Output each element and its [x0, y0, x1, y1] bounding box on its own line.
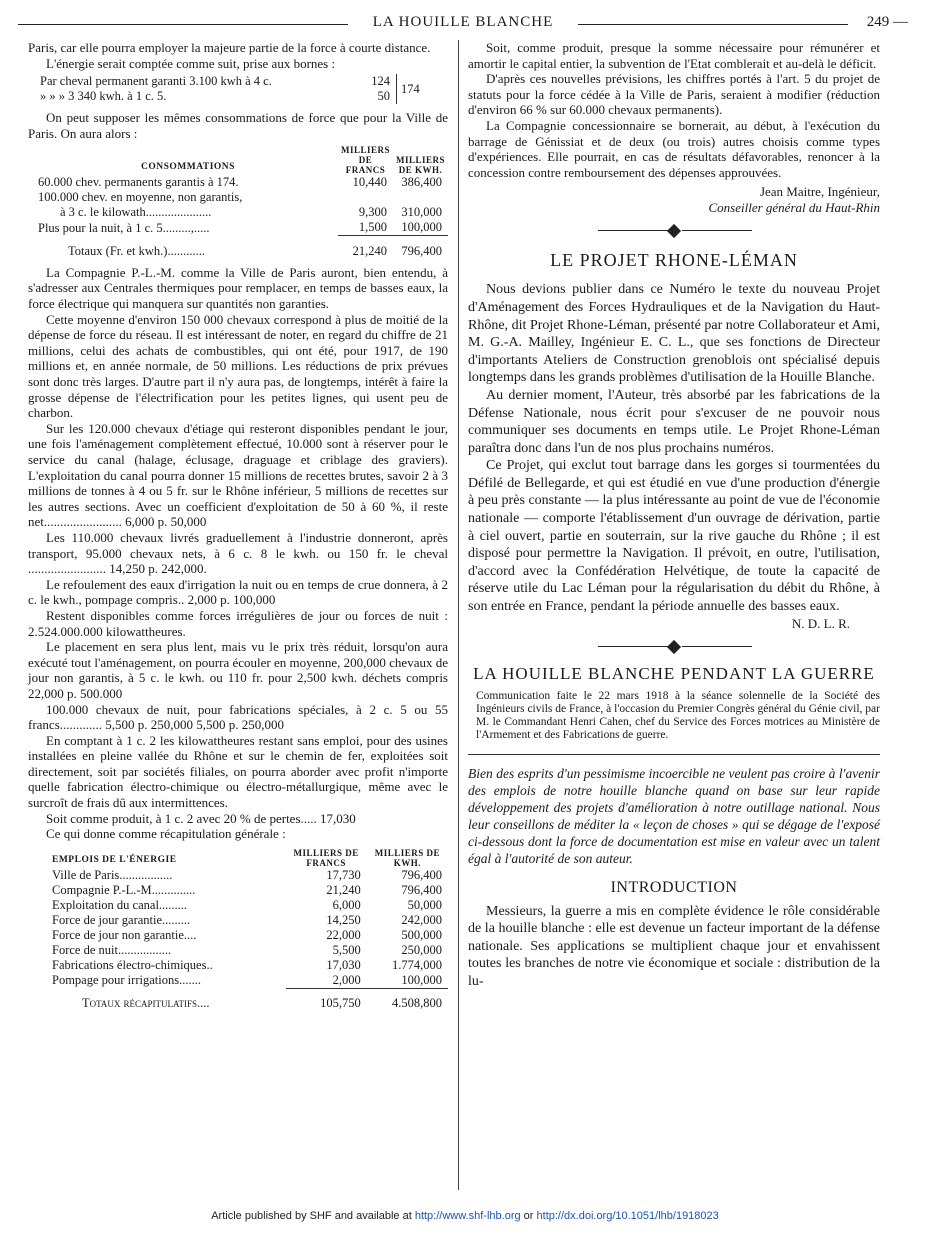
- bornes-value: 124: [371, 74, 390, 89]
- editor-note-signature: N. D. L. R.: [791, 615, 850, 631]
- recapitulation-table: [52, 848, 448, 1012]
- paragraph: La Compagnie P.-L.-M. comme la Ville de Paris auront, bien entendu, à s'adresser aux Centrales thermiques pour remplacer, en temps de basses eaux, la force électrique qui manquera sur quantités non garanties.: [28, 264, 448, 312]
- footer: [0, 1210, 930, 1222]
- section-ornament: [468, 224, 880, 238]
- paragraph: Sur les 120.000 chevaux d'étiage qui resteront disponibles pendant le jour, une fois l'aménagement complètement effectué, 10.000 sont à réserver pour le service du canal (halage, éclusage, draguage et criblage des graviers). L'exploitation du canal pourra donner 15 millions de recettes brutes, savoir 2 à 3 millions de tonnes à 4 ou 5 fr. sur le Rhône inférieur, 5 millions de recettes sur les autres sections. Avec un coefficient d'exploitation de 50 à 60 %, il reste net........................ 6,000 p. 50,000: [28, 420, 448, 530]
- signature-title: Conseiller général du Haut-Rhin: [708, 200, 880, 216]
- footer-link-doi[interactable]: http://dx.doi.org/10.1051/lhb/1918023: [536, 1210, 719, 1222]
- table-cell: 100,000: [401, 220, 442, 235]
- table-cell: Exploitation du canal.........: [52, 897, 188, 912]
- table-cell: 796,400: [401, 867, 442, 882]
- table-header: MILLIERS DE FRANCS: [293, 847, 359, 868]
- table-cell: 9,300: [358, 205, 387, 220]
- table-cell: Pompage pour irrigations.......: [52, 973, 201, 988]
- footer-text: Article published by SHF and available at: [211, 1210, 415, 1222]
- table-cell: 386,400: [401, 175, 442, 190]
- paragraph: Au dernier moment, l'Auteur, très absorbé par les fabrications de la Défense Nationale, nous écrit pour s'excuser de ne pouvoir nous communiquer ses documents en temps utile. Le Projet Rhone-Léman paraîtra donc dans l'un de nos plus prochains numéros.: [468, 387, 880, 456]
- communication-note: Communication faite le 22 mars 1918 à la séance solennelle de la Société des Ingénieurs civils de France, à l'occasion du Premier Congrès général du Génie civil, par M. le Commandant Henri Cahen, chef du Service des Forces motrices au Ministère de l'Armement et des Fabrications de guerre.: [476, 689, 880, 741]
- table-header: MILLIERS DE KWH.: [374, 847, 440, 868]
- paragraph: Le refoulement des eaux d'irrigation la nuit ou en temps de crue donnera, à 2 c. le kwh., pompage compris.. 2,000 p. 100,000: [28, 576, 448, 608]
- bornes-value: 50: [377, 89, 390, 104]
- paragraph: Soit comme produit, à 1 c. 2 avec 20 % de pertes..... 17,030: [46, 810, 356, 826]
- paragraph: Le placement en sera plus lent, mais vu le prix très réduit, lorsqu'on aura exécuté tout l'aménagement, on pourra écouler en moyenne, 200,000 chevaux de jour non garantis, à 5 c. le kwh. ou 110 fr. pour 2,500 kwh. déchets compris 22,000 p. 500.000: [28, 639, 448, 701]
- paragraph: Nous devions publier dans ce Numéro le texte du nouveau Projet d'Aménagement des Forces Hydrauliques et de la Navigation du Haut-Rhône, dit Projet Rhone-Léman, présenté par notre Collaborateur et Ami, M. G.-A. Mailley, Ingénieur E. C. L., que ses fonctions de Directeur d'importants Ateliers de Construction grenoblois ont spécialisé depuis longtemps dans les grands problèmes d'utilisation de la Houille Blanche.: [468, 282, 880, 386]
- paragraph: Paris, car elle pourra employer la majeure partie de la force à courte distance.: [28, 40, 431, 55]
- paragraph: D'après ces nouvelles prévisions, les chiffres portés à l'art. 5 du projet de statuts pour la force cédée à la Ville de Paris, seraient à modifier (réduction d'environ 66 % sur 60.000 chevaux permanents).: [468, 71, 880, 118]
- paragraph: En comptant à 1 c. 2 les kilowattheures restant sans emploi, pour des usines installées en pleine vallée du Rhône et sur le chemin de fer, exploitées soit directement, soit par sociétés filiales, on pourra aborder avec profit n'importe quelle fabrication électro-chimique ou électro-métallurgique, même avec le surcroît de frais dû aux intermittences.: [28, 732, 448, 811]
- page-number: 249 —: [861, 14, 908, 31]
- table-cell: Force de nuit.................: [52, 942, 172, 957]
- editorial-intro: Bien des esprits d'un pessimisme incoercible ne veulent pas croire à l'avenir des emplois de notre houille blanche quand on base sur leur rapide développement des projets d'amélioration à notre outillage national. Nous leur conseillons de méditer la « leçon de choses » qui se dégage de l'exposé ci-dessous dont la force de documentation est mise en valeur avec un talent égal à l'autorité de son auteur.: [468, 765, 880, 866]
- section-title: LE PROJET RHONE-LÉMAN: [550, 250, 798, 271]
- table-cell: 21,240: [326, 882, 361, 897]
- table-cell: 310,000: [401, 205, 442, 220]
- subsection-title: INTRODUCTION: [610, 878, 738, 896]
- table-cell: 14,250: [326, 912, 361, 927]
- table-cell: 250,000: [401, 942, 442, 957]
- table-cell: 1,500: [358, 220, 387, 235]
- footer-or: or: [520, 1210, 537, 1222]
- paragraph: La Compagnie concessionnaire se bornerait, au début, à l'exécution du barrage de Génissiat et de deux (ou trois) autres choisis comme types d'expériences. Elle pourrait, en cas de résultats défavorables, renoncer à la concession contre remboursement des dépenses approuvées.: [468, 117, 880, 180]
- column-divider: [458, 40, 459, 1190]
- table-cell: 100,000: [401, 972, 442, 987]
- running-header: [18, 14, 908, 34]
- paragraph: 100.000 chevaux de nuit, pour fabrications spéciales, à 2 c. 5 ou 55 francs............. 5,500 p. 250,000 5,500 p. 250,000: [28, 701, 448, 733]
- table-header: MILLIERS DE FRANCS: [340, 145, 390, 176]
- consommations-table: [38, 145, 448, 259]
- table-total: 4.508,800: [392, 996, 442, 1011]
- table-cell: 6,000: [332, 897, 361, 912]
- table-cell: 22,000: [326, 927, 361, 942]
- bornes-label: Par cheval permanent garanti 3.100 kwh à 4 c.: [40, 74, 272, 89]
- table-total: 21,240: [352, 243, 387, 258]
- table-total-label: Totaux (Fr. et kwh.)............: [68, 243, 205, 258]
- table-cell: 60.000 chev. permanents garantis à 174.: [38, 175, 239, 190]
- table-cell: 796,400: [401, 882, 442, 897]
- right-column: [468, 40, 880, 991]
- paragraph: Restent disponibles comme forces irrégulières de jour ou forces de nuit : 2.524.000.000 kilowattheures.: [28, 607, 448, 639]
- table-header: CONSOMMATIONS: [141, 162, 235, 173]
- table-cell: 10,440: [352, 175, 387, 190]
- section-ornament: [468, 640, 880, 654]
- separator-rule: [468, 754, 880, 755]
- table-cell: Compagnie P.-L.-M..............: [52, 882, 196, 897]
- paragraph: Soit, comme produit, presque la somme nécessaire pour rémunérer et amortir le capital entier, la subvention de l'Etat comblerait et au-delà le déficit.: [468, 40, 880, 71]
- table-cell: 1.774,000: [392, 957, 442, 972]
- signature-name: Jean Maitre, Ingénieur,: [759, 184, 880, 200]
- paragraph: On peut supposer les mêmes consommations de force que pour la Ville de Paris. On aura alors :: [28, 110, 448, 141]
- table-cell: 17,730: [326, 867, 361, 882]
- table-cell: à 3 c. le kilowath.....................: [60, 205, 212, 220]
- table-cell: 100.000 chev. en moyenne, non garantis,: [38, 190, 243, 205]
- table-cell: 242,000: [401, 912, 442, 927]
- table-cell: 17,030: [326, 957, 361, 972]
- table-cell: [338, 190, 393, 205]
- paragraph: Cette moyenne d'environ 150 000 chevaux correspond à plus de moitié de la dépense de force du réseau. Il est intéressant de noter, en regard du chiffre de 21 millions, celui des achats de combustibles, qui ont été, pour 1917, de 190 millions et, en année normale, de 50 millions. Les réductions de prix prévues sont donc très larges. D'autre part il n'y aura pas, de longtemps, intérêt à faire la grosse dépense de l'électrification pour les petites lignes, qui usent peu de charbon.: [28, 311, 448, 421]
- paragraph: Messieurs, la guerre a mis en complète évidence le rôle considérable de la houille blanche : elle est devenue un facteur important de la défense nationale. Ses applications se multiplient chaque jour et envahissent toutes les branches de notre vie économique et sociale : distribution de la lu-: [468, 903, 880, 989]
- paragraph: Ce Projet, qui exclut tout barrage dans les gorges si tourmentées du Défilé de Bellegarde, et qui est étudié en vue d'une production d'énergie à peu près constante — la plus intéressante au point de vue de l'économie nationale — comporte l'établissement d'un ouvrage de dérivation, partie à ciel ouvert, partie en souterrain, sur la rive gauche du Rhône ; il est disposé pour permettre la Navigation. Il prévoit, en outre, l'utilisation, d'accord avec la Confédération Helvétique, de toute la capacité de réserve utile du Lac Léman pour la régularisation du débit du Rhône, à son entrée en France, pendant la période annuelle des basses eaux.: [468, 458, 880, 615]
- table-total-label: Totaux récapitulatifs....: [82, 996, 210, 1011]
- section-title: LA HOUILLE BLANCHE PENDANT LA GUERRE: [473, 663, 875, 683]
- table-cell: 2,000: [332, 972, 361, 987]
- table-cell: [393, 190, 448, 205]
- bornes-label: » » » 3 340 kwh. à 1 c. 5.: [40, 89, 167, 104]
- table-cell: 5,500: [332, 942, 361, 957]
- table-cell: 50,000: [407, 897, 442, 912]
- footer-link-shf[interactable]: http://www.shf-lhb.org: [414, 1210, 521, 1222]
- table-cell: Force de jour garantie.........: [52, 912, 191, 927]
- table-cell: Force de jour non garantie....: [52, 927, 197, 942]
- paragraph: Les 110.000 chevaux livrés graduellement à l'industrie donneront, après transport, 95.000 chevaux nets, à 6 c. 8 le kwh. ou 150 fr. le cheval ........................ 14,250 p. 242,000.: [28, 529, 448, 577]
- table-total: 796,400: [401, 243, 442, 258]
- journal-title: LA HOUILLE BLANCHE: [365, 14, 561, 30]
- table-cell: Plus pour la nuit, à 1 c. 5.........,.....: [38, 220, 210, 235]
- left-column: [28, 40, 448, 1011]
- table-cell: Fabrications électro-chimiques..: [52, 957, 213, 972]
- table-total: 105,750: [320, 996, 361, 1011]
- table-header: EMPLOIS DE L'ÉNERGIE: [52, 854, 177, 865]
- table-cell: 500,000: [401, 927, 442, 942]
- bornes-table: [40, 74, 420, 104]
- paragraph: L'énergie serait comptée comme suit, prise aux bornes :: [46, 55, 336, 71]
- paragraph: Ce qui donne comme récapitulation générale :: [46, 826, 286, 842]
- bornes-total: 174: [397, 74, 420, 104]
- table-header: MILLIERS DE KWH.: [395, 155, 445, 176]
- table-cell: Ville de Paris.................: [52, 867, 173, 882]
